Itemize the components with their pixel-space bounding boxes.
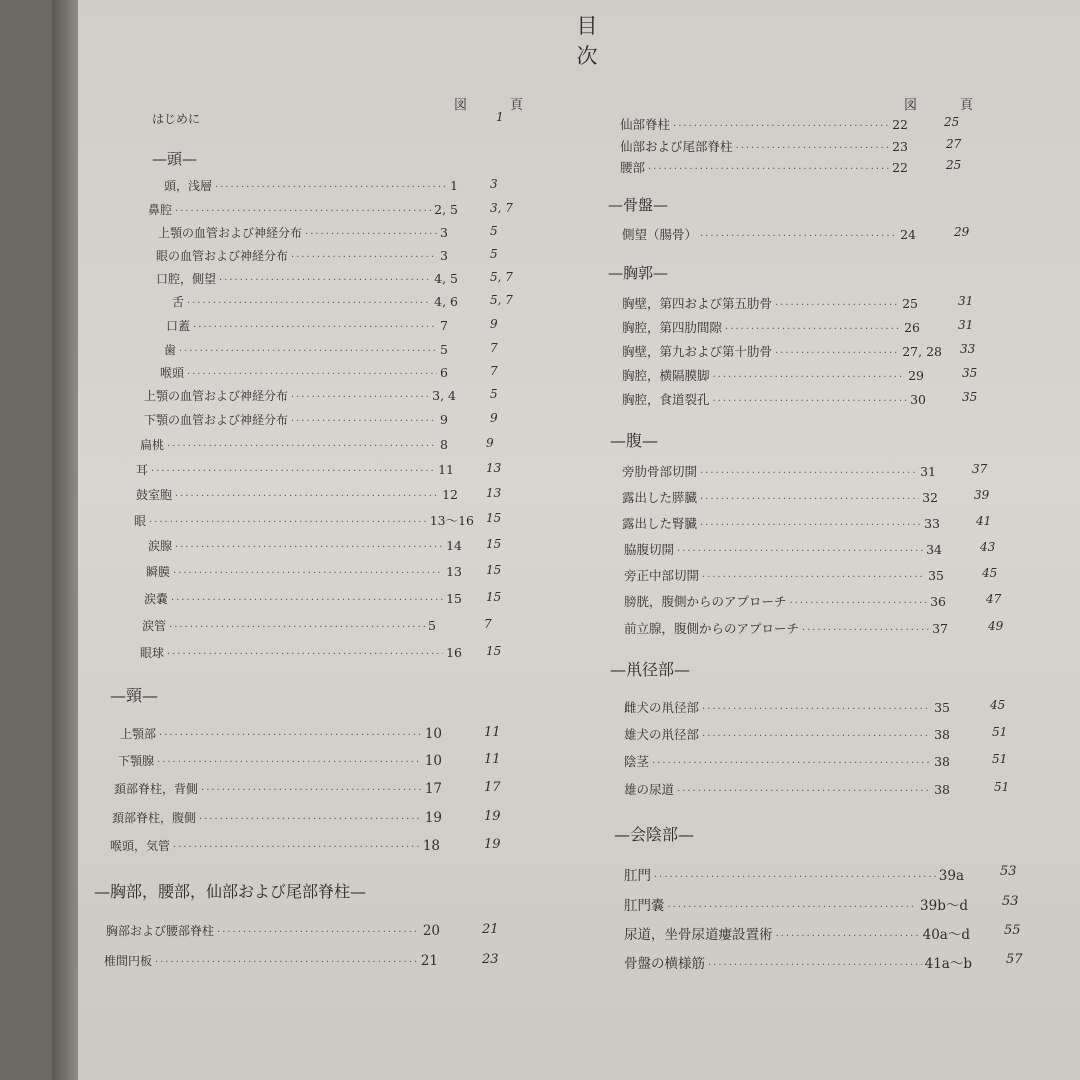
entry-label: 歯 <box>164 343 177 357</box>
entry-page: 11 <box>484 725 501 740</box>
toc-entry <box>144 411 498 433</box>
fig-header: 図 <box>904 98 918 113</box>
entry-label: 骨盤の横様筋 <box>624 956 705 972</box>
toc-entry <box>120 725 501 747</box>
toc-entry <box>166 317 498 339</box>
entry-page: 51 <box>992 725 1008 739</box>
leader-dots <box>187 298 431 309</box>
entry-page: 53 <box>1000 864 1017 879</box>
toc-entry <box>140 644 502 666</box>
entry-label: 側望（腸骨） <box>622 227 698 242</box>
toc-entry <box>158 224 498 246</box>
entry-page: 15 <box>486 511 502 525</box>
toc-entry-intro <box>152 110 504 132</box>
entry-page: 55 <box>1004 923 1021 938</box>
leader-dots <box>193 322 437 333</box>
toc-entry <box>156 247 498 269</box>
entry-figure: 23 <box>892 139 908 154</box>
entry-figure: 10 <box>424 726 442 742</box>
toc-entry <box>136 486 502 508</box>
entry-figure: 22 <box>892 160 908 175</box>
entry-label: 眼 <box>134 514 147 528</box>
entry-figure: 32 <box>922 490 938 505</box>
leader-dots <box>775 348 899 359</box>
entry-page: 45 <box>990 698 1006 712</box>
entry-label: 旁肋骨部切開 <box>622 464 698 479</box>
section-title-thorax: —胸郭— <box>608 264 669 282</box>
entry-label: 口腔，側望 <box>156 272 217 286</box>
leader-dots <box>187 369 437 380</box>
leader-dots <box>175 542 443 553</box>
entry-page: 13 <box>486 461 502 475</box>
leader-dots <box>199 814 422 825</box>
section-title-head: —頭— <box>152 150 198 168</box>
entry-label: 頚部脊柱，背側 <box>114 782 199 796</box>
leader-dots <box>652 758 931 769</box>
entry-page: 5 <box>490 247 498 261</box>
entry-figure: 40a～d <box>922 927 970 943</box>
entry-figure: 3 <box>440 225 448 240</box>
toc-entry <box>160 364 498 386</box>
entry-figure: 19 <box>424 810 442 826</box>
entry-page: 47 <box>986 592 1002 606</box>
leader-dots <box>175 206 431 217</box>
entry-figure: 33 <box>924 516 940 531</box>
toc-entry <box>624 780 1010 802</box>
entry-page: 25 <box>944 115 960 129</box>
entry-label: 雄の尿道 <box>624 782 675 797</box>
entry-page: 15 <box>486 644 502 658</box>
leader-dots <box>677 786 931 797</box>
leader-dots <box>776 931 920 942</box>
entry-figure: 22 <box>892 117 908 132</box>
leader-dots <box>157 757 422 768</box>
toc-entry <box>624 540 996 562</box>
entry-label: 上顎部 <box>120 727 157 741</box>
entry-page: 5 <box>490 224 498 238</box>
entry-label: 眼球 <box>140 646 165 660</box>
fig-header: 図 <box>454 98 468 113</box>
entry-figure: 15 <box>446 591 462 606</box>
toc-entry <box>624 566 998 588</box>
entry-page: 5 <box>490 387 498 401</box>
toc-entry <box>622 366 978 388</box>
entry-label: 肛門 <box>624 868 651 884</box>
entry-page: 9 <box>486 436 494 450</box>
entry-label: 膀胱，腹側からのアプローチ <box>624 594 787 609</box>
toc-entry <box>622 318 974 340</box>
leader-dots <box>700 468 917 479</box>
page-header: 頁 <box>960 98 974 113</box>
leader-dots <box>700 520 921 531</box>
page-title: 目 次 <box>576 14 632 68</box>
leader-dots <box>291 252 437 263</box>
entry-page: 19 <box>484 837 501 852</box>
toc-entry <box>622 514 992 536</box>
toc-entry <box>622 488 990 510</box>
toc-entry <box>146 563 502 585</box>
entry-page: 45 <box>982 566 998 580</box>
entry-page: 53 <box>1002 894 1019 909</box>
entry-page: 31 <box>958 294 974 308</box>
toc-entry <box>620 115 960 137</box>
leader-dots <box>702 731 931 742</box>
toc-entry <box>136 461 502 483</box>
entry-figure: 10 <box>424 753 442 769</box>
entry-figure: 3 <box>440 248 448 263</box>
entry-figure: 27, 28 <box>902 344 942 359</box>
entry-label: 仙部脊柱 <box>620 117 671 132</box>
entry-page: 27 <box>946 137 962 151</box>
toc-entry <box>622 294 974 316</box>
entry-figure: 9 <box>440 412 448 427</box>
toc-entry <box>624 952 1023 974</box>
entry-label: 扁桃 <box>140 438 165 452</box>
toc-entry <box>112 809 501 831</box>
leader-dots <box>673 121 889 132</box>
leader-dots <box>305 229 437 240</box>
leader-dots <box>159 730 422 741</box>
leader-dots <box>725 324 901 335</box>
entry-label: 前立腺，腹側からのアプローチ <box>624 621 800 636</box>
entry-page: 29 <box>954 225 970 239</box>
toc-entry <box>156 270 513 292</box>
leader-dots <box>713 396 908 407</box>
entry-page: 15 <box>486 563 502 577</box>
entry-figure: 7 <box>440 318 448 333</box>
entry-figure: 6 <box>440 365 448 380</box>
leader-dots <box>219 275 431 286</box>
leader-dots <box>151 466 435 477</box>
leader-dots <box>217 927 420 938</box>
entry-label: 上顎の血管および神経分布 <box>158 226 303 240</box>
entry-figure: 21 <box>420 953 438 969</box>
toc-entry <box>164 177 498 199</box>
leader-dots <box>291 392 429 403</box>
toc-entry <box>624 894 1019 916</box>
entry-figure: 39a <box>938 868 964 884</box>
entry-label: 下顎腺 <box>118 754 155 768</box>
entry-label: 喉頭 <box>160 366 185 380</box>
entry-page: 23 <box>482 952 499 967</box>
toc-entry <box>624 752 1008 774</box>
toc-entry <box>142 617 492 639</box>
entry-page: 5, 7 <box>490 293 513 307</box>
entry-page: 5, 7 <box>490 270 513 284</box>
entry-figure: 17 <box>424 781 442 797</box>
leader-dots <box>802 625 929 636</box>
entry-figure: 37 <box>932 621 948 636</box>
entry-label: 涙管 <box>142 619 167 633</box>
entry-label: 肛門嚢 <box>624 898 665 914</box>
entry-label: 尿道，坐骨尿道瘻設置術 <box>624 927 773 943</box>
leader-dots <box>668 902 918 913</box>
entry-label: 涙腺 <box>148 539 173 553</box>
entry-page: 25 <box>946 158 962 172</box>
entry-label: 雄犬の鼡径部 <box>624 727 700 742</box>
entry-page: 1 <box>496 110 504 124</box>
leader-dots <box>775 300 899 311</box>
entry-page: 41 <box>976 514 992 528</box>
entry-page: 13 <box>486 486 502 500</box>
document-page <box>78 0 1080 1080</box>
entry-label: 下顎の血管および神経分布 <box>144 413 289 427</box>
entry-page: 51 <box>994 780 1010 794</box>
entry-label: 胸部および腰部脊柱 <box>106 924 215 938</box>
entry-label: 眼の血管および神経分布 <box>156 249 289 263</box>
entry-figure: 8 <box>440 437 448 452</box>
leader-dots <box>713 372 906 383</box>
entry-label: 脇腹切開 <box>624 542 675 557</box>
entry-figure: 35 <box>928 568 944 583</box>
leader-dots <box>173 842 420 853</box>
entry-page: 49 <box>988 619 1004 633</box>
entry-label: 鼓室胞 <box>136 488 173 502</box>
leader-dots <box>702 572 925 583</box>
toc-entry <box>148 537 502 559</box>
toc-entry <box>620 137 962 159</box>
entry-figure: 39b～d <box>920 898 968 914</box>
entry-page: 9 <box>490 317 498 331</box>
entry-page: 15 <box>486 590 502 604</box>
entry-page: 9 <box>490 411 498 425</box>
entry-figure: 12 <box>442 487 458 502</box>
entry-page: 17 <box>484 780 501 795</box>
entry-label: 耳 <box>136 463 149 477</box>
entry-page: 37 <box>972 462 988 476</box>
toc-entry <box>110 837 501 859</box>
leader-dots <box>201 785 422 796</box>
toc-entry <box>118 752 501 774</box>
entry-page: 43 <box>980 540 996 554</box>
entry-label: 頭，浅層 <box>164 179 213 193</box>
section-title-spine: —胸部，腰部，仙部および尾部脊柱— <box>94 882 367 901</box>
entry-figure: 14 <box>446 538 462 553</box>
entry-page: 19 <box>484 809 501 824</box>
entry-figure: 5 <box>440 342 448 357</box>
entry-label: 腰部 <box>620 160 646 175</box>
leader-dots <box>700 494 919 505</box>
toc-entry <box>622 462 988 484</box>
toc-entry <box>148 201 513 223</box>
entry-label: 露出した膵臓 <box>622 490 698 505</box>
entry-figure: 34 <box>926 542 942 557</box>
entry-page: 7 <box>490 341 498 355</box>
leader-dots <box>677 546 923 557</box>
entry-page: 35 <box>962 366 978 380</box>
leader-dots <box>173 568 443 579</box>
entry-label: 椎間円板 <box>104 954 153 968</box>
leader-dots <box>736 143 890 154</box>
entry-figure: 29 <box>908 368 924 383</box>
entry-figure: 25 <box>902 296 918 311</box>
entry-figure: 38 <box>934 754 950 769</box>
leader-dots <box>790 598 928 609</box>
entry-figure: 3, 4 <box>432 388 456 403</box>
toc-entry <box>144 590 502 612</box>
entry-page: 39 <box>974 488 990 502</box>
leader-dots <box>700 231 897 242</box>
entry-page: 33 <box>960 342 976 356</box>
leader-dots <box>702 704 931 715</box>
entry-page: 7 <box>490 364 498 378</box>
entry-page: 3, 7 <box>490 201 513 215</box>
entry-label: 上顎の血管および神経分布 <box>144 389 289 403</box>
entry-figure: 36 <box>930 594 946 609</box>
entry-figure: 38 <box>934 727 950 742</box>
leader-dots <box>215 182 447 193</box>
toc-entry <box>164 341 498 363</box>
toc-entry <box>134 511 502 533</box>
section-title-pelvis: —骨盤— <box>608 196 669 214</box>
toc-entry <box>624 923 1021 945</box>
entry-figure: 4, 5 <box>434 271 458 286</box>
page-header: 頁 <box>510 98 524 113</box>
section-title-neck: —頸— <box>110 686 159 705</box>
toc-entry <box>622 390 978 412</box>
entry-label: 頚部脊柱，腹側 <box>112 811 197 825</box>
entry-figure: 41a～b <box>924 956 972 972</box>
leader-dots <box>155 957 418 968</box>
toc-entry <box>624 725 1008 747</box>
entry-page: 51 <box>992 752 1008 766</box>
entry-figure: 35 <box>934 700 950 715</box>
entry-figure: 13～16 <box>429 513 474 528</box>
entry-figure: 2, 5 <box>434 202 458 217</box>
leader-dots <box>179 346 437 357</box>
toc-entry <box>106 922 499 944</box>
entry-figure: 30 <box>910 392 926 407</box>
entry-figure: 24 <box>900 227 916 242</box>
section-title-abdomen: —腹— <box>610 431 659 450</box>
leader-dots <box>171 595 443 606</box>
entry-label: 鼻腔 <box>148 203 173 217</box>
leader-dots <box>167 441 437 452</box>
leader-dots <box>167 649 443 660</box>
toc-entry <box>144 387 498 409</box>
toc-entry <box>622 342 976 364</box>
toc-entry <box>620 158 962 180</box>
entry-label: 胸壁，第四および第五肋骨 <box>622 296 773 311</box>
toc-entry <box>624 864 1017 886</box>
entry-figure: 31 <box>920 464 936 479</box>
entry-label: 胸腔，第四肋間隙 <box>622 320 723 335</box>
entry-label: 露出した腎臓 <box>622 516 698 531</box>
entry-figure: 4, 6 <box>434 294 458 309</box>
leader-dots <box>291 416 437 427</box>
toc-entry <box>140 436 494 458</box>
entry-label: 仙部および尾部脊柱 <box>620 139 733 154</box>
entry-page: 3 <box>490 177 498 191</box>
toc-entry <box>104 952 499 974</box>
toc-entry <box>624 592 1002 614</box>
entry-page: 15 <box>486 537 502 551</box>
entry-page: 21 <box>482 922 499 937</box>
section-title-inguinal: —鼡径部— <box>610 660 691 679</box>
entry-label: 胸腔，横隔膜脚 <box>622 368 710 383</box>
entry-figure: 20 <box>422 923 440 939</box>
leader-dots <box>708 960 922 971</box>
entry-label: 舌 <box>172 295 185 309</box>
entry-page: 7 <box>484 617 492 631</box>
entry-page: 57 <box>1006 952 1023 967</box>
leader-dots <box>169 622 425 633</box>
section-title-perineum: —会陰部— <box>614 825 695 844</box>
entry-label: 胸腔，食道裂孔 <box>622 392 710 407</box>
entry-label: 胸壁，第九および第十肋骨 <box>622 344 773 359</box>
entry-figure: 11 <box>438 462 454 477</box>
leader-dots <box>648 164 889 175</box>
entry-label: 瞬膜 <box>146 565 171 579</box>
entry-label: 喉頭，気管 <box>110 839 171 853</box>
entry-page: 31 <box>958 318 974 332</box>
leader-dots <box>175 491 439 502</box>
entry-figure: 26 <box>904 320 920 335</box>
entry-figure: 1 <box>450 178 458 193</box>
leader-dots <box>149 517 427 528</box>
entry-label: 陰茎 <box>624 754 650 769</box>
leader-dots <box>654 872 936 883</box>
toc-entry <box>624 619 1004 641</box>
entry-label: 雌犬の鼡径部 <box>624 700 700 715</box>
entry-page: 35 <box>962 390 978 404</box>
entry-figure: 13 <box>446 564 462 579</box>
entry-figure: 16 <box>446 645 462 660</box>
toc-entry <box>622 225 970 247</box>
toc-entry <box>114 780 501 802</box>
entry-label: はじめに <box>152 112 201 126</box>
entry-label: 口蓋 <box>166 319 191 333</box>
entry-figure: 18 <box>422 838 440 854</box>
entry-figure: 5 <box>428 618 436 633</box>
entry-figure: 38 <box>934 782 950 797</box>
entry-label: 涙嚢 <box>144 592 169 606</box>
toc-entry <box>172 293 513 315</box>
entry-page: 11 <box>484 752 501 767</box>
toc-entry <box>624 698 1006 720</box>
entry-label: 旁正中部切開 <box>624 568 700 583</box>
